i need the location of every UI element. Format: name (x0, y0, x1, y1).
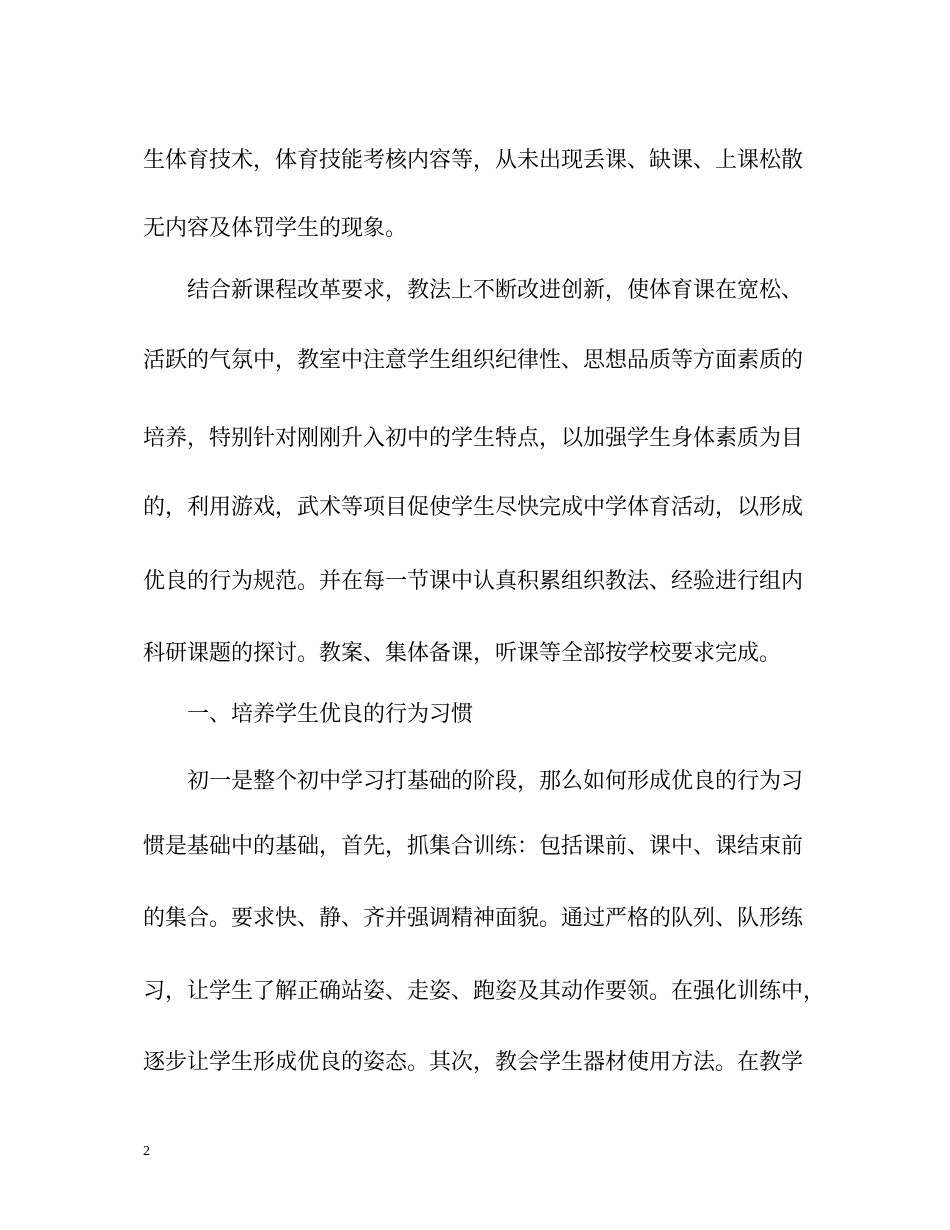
paragraph-first-line: 结合新课程改革要求，教法上不断改进创新，使体育课在宽松、 (187, 278, 804, 303)
page-number: 2 (143, 1144, 150, 1159)
text-line: 生体育技术，体育技能考核内容等，从未出现丢课、缺课、上课松散 (143, 148, 804, 173)
text-line: 逐步让学生形成优良的姿态。其次，教会学生器材使用方法。在教学 (143, 1050, 804, 1075)
text-line: 习，让学生了解正确站姿、走姿、跑姿及其动作要领。在强化训练中， (143, 979, 826, 1004)
text-line: 惯是基础中的基础，首先，抓集合训练：包括课前、课中、课结束前 (143, 834, 804, 859)
text-line: 无内容及体罚学生的现象。 (143, 216, 408, 241)
text-line: 的集合。要求快、静、齐并强调精神面貌。通过严格的队列、队形练 (143, 906, 804, 931)
text-line: 培养，特别针对刚刚升入初中的学生特点，以加强学生身体素质为目 (143, 426, 804, 451)
text-line: 优良的行为规范。并在每一节课中认真积累组织教法、经验进行组内 (143, 569, 804, 594)
text-line: 活跃的气氛中，教室中注意学生组织纪律性、思想品质等方面素质的 (143, 348, 804, 373)
text-line: 的，利用游戏，武术等项目促使学生尽快完成中学体育活动，以形成 (143, 495, 804, 520)
paragraph-first-line: 初一是整个初中学习打基础的阶段，那么如何形成优良的行为习 (187, 769, 804, 794)
section-heading: 一、培养学生优良的行为习惯 (187, 702, 474, 727)
text-line: 科研课题的探讨。教案、集体备课，听课等全部按学校要求完成。 (143, 641, 782, 666)
